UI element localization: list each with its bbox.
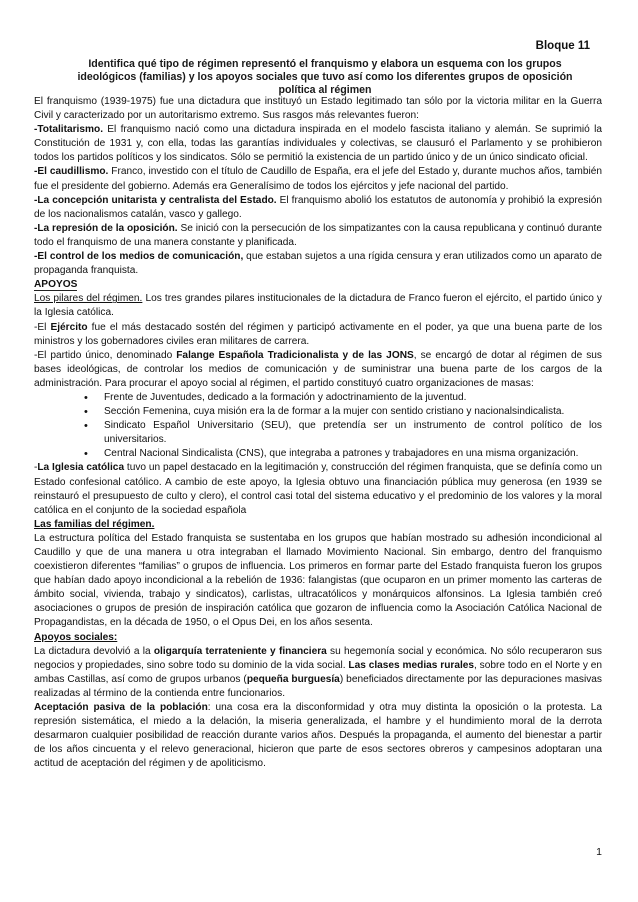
iglesia-prefix: - (34, 462, 38, 474)
partido-heading: Falange Española Tradicionalista y de las JONS (176, 349, 414, 361)
partido-prefix: -El partido único, denominado (34, 349, 177, 361)
aceptacion-heading: Aceptación pasiva de la población (34, 702, 208, 714)
pequena-burguesia-text: pequeña burguesía (246, 673, 340, 685)
text-run: La dictadura devolvió a la (34, 645, 154, 657)
trait-heading: -El control de los medios de comunicación, (34, 251, 244, 263)
pilares-paragraph (34, 292, 602, 320)
pilares-heading: Los pilares del régimen. (34, 293, 143, 305)
document-body (34, 95, 602, 772)
aceptacion-paragraph (34, 701, 602, 771)
familias-paragraph: La estructura política del Estado franquista se sustentaba en los grupos que habían mostrado su adhesión incondicional al Caudillo y que de una manera u otra integraban el llamado Movimiento Nacional. Sin embargo, dentro del franquismo coexistieron diferentes “familias” o grupos de influencia. Los primeros en formar parte del Estado franquista fueron los grupos que habían dado apoyo incondicional a la rebelión de 1936: falangistas (que ocuparon en un primer momento las carteras de ámbito social, vivienda, trabajo y sindicatos), carlistas, ultracatólicos y monárquicos alfonsinos. La Iglesia también creó asociaciones o grupos de presión de inspiración católica que gozaron de influencia como la Asociación Católica Nacional de Propagandistas, en la década de 1950, o el Opus Dei, en los años sesenta. (34, 532, 602, 629)
iglesia-text: tuvo un papel destacado en la legitimación y, construcción del régimen franquista, que se definía como un Estado confesional católico. A cambio de este apoyo, la Iglesia obtuvo una financiación pública muy generosa (en 1939 se reinstauró el presupuesto de culto y clero), el control casi total del sistema educativo y el predominio de los valores y la moral católica en el conjunto de la sociedad española (34, 462, 602, 516)
trait-heading: -La represión de la oposición. (34, 222, 178, 234)
list-item: • Central Nacional Sindicalista (CNS), que integraba a patrones y trabajadores en una misma organización. (84, 447, 602, 461)
trait-represion (34, 222, 602, 250)
organizaciones-list (34, 391, 602, 461)
intro-paragraph: El franquismo (1939-1975) fue una dictadura que instituyó un Estado legitimado tan sólo por la victoria militar en la Guerra Civil y caracterizado por un autoritarismo extremo. Sus rasgos más relevantes fueron: (34, 96, 602, 122)
trait-heading: -El caudillismo. (34, 166, 109, 178)
sociales-heading-text: Apoyos sociales: (34, 631, 118, 643)
ejercito-heading: Ejército (50, 321, 88, 333)
page-title: Identifica qué tipo de régimen representó el franquismo y elabora un esquema con los grupos ideológicos (familias) y los apoyos sociales que tuvo así como los diferentes grupos de oposición política al régimen (77, 58, 573, 96)
text-run: su hegemonía social y económica. No sólo recuperaron sus negocios y propiedades, sino sobre todo su dominio de la vida social. (34, 645, 602, 671)
bloque-label: Bloque 11 (535, 40, 590, 52)
ejercito-text: fue el más destacado sostén del régimen y participó activamente en el poder, ya que una buena parte de los ministros y los gobernadores civiles eran militares de carrera. (34, 321, 603, 347)
clases-medias-text: Las clases medias rurales (348, 659, 475, 671)
familias-heading (34, 518, 602, 532)
trait-text: El franquismo nació como una dictadura inspirada en el modelo fascista italiano y alemán. Se suprimió la Constitución de 1931 y, con ella, todas las garantías individuales y colectivas, se clausuró el Parlamento y se prohibieron todos los partidos políticos y los sindicatos. Sólo se permitió la existencia de un partido único y de un único sindicato oficial. (34, 124, 602, 164)
pilares-text: Los tres grandes pilares institucionales de la dictadura de Franco fueron el ejército, el partido único y la Iglesia católica. (34, 293, 602, 319)
familias-heading-text: Las familias del régimen. (34, 518, 155, 530)
iglesia-heading: La Iglesia católica (37, 462, 125, 474)
apoyos-heading-text: APOYOS (34, 279, 78, 291)
trait-heading: -Totalitarismo. (34, 124, 104, 136)
iglesia-paragraph (34, 461, 602, 517)
trait-caudillismo (34, 165, 602, 193)
trait-text: Se inició con la persecución de los simpatizantes con la causa republicana y continuó durante todo el franquismo de una manera constante y planificada. (34, 222, 602, 248)
trait-text: Franco, investido con el título de Caudillo de España, era el jefe del Estado y, durante muchos años, también fue el presidente del gobierno. Además era Generalísimo de todos los ejércitos y jefe nacional del partido. (34, 166, 602, 192)
page-number: 1 (596, 846, 602, 858)
sociales-heading (34, 631, 602, 645)
trait-text: El franquismo abolió los estatutos de autonomía y prohibió la expresión de los nacionalismos catalán, vasco y gallego. (34, 194, 602, 220)
text-run: , sobre todo en el Norte y en ambas Castillas, así como de grupos urbanos ( (34, 659, 602, 685)
trait-text: que estaban sujetos a una rígida censura y eran utilizados como un aparato de propaganda franquista. (34, 251, 602, 277)
trait-medios (34, 250, 602, 278)
text-run: ) beneficiados directamente por las depuraciones masivas realizadas al término de la contienda entre funcionarios. (34, 673, 602, 699)
partido-paragraph (34, 349, 602, 391)
ejercito-prefix: -El (34, 321, 51, 333)
partido-text: , se encargó de dotar al régimen de sus bases ideológicas, de controlar los medios de comunicación y de suministrar una buena parte de los cargos de la administración. Para procurar el apoyo social al régimen, el partido constituyó cuatro organizaciones de masas: (34, 349, 602, 389)
aceptacion-text: : una cosa era la disconformidad y otra muy distinta la oposición o la protesta. La represión sistemática, el miedo a la delación, la miseria generalizada, el hambre y el hundimiento moral de la derrota desarmaron cualquier posibilidad de reacción durante varios años. Después la propaganda, el aumento del bienestar a partir de los años cincuenta y el relevo generacional, hicieron que parte de esos sectores obreros y campesinos adoptaran una actitud de aceptación del régimen y de apoliticismo. (34, 702, 603, 770)
list-item: • Sección Femenina, cuya misión era la de formar a la mujer con sentido cristiano y nacionalsindicalista. (84, 405, 602, 419)
trait-unitarista (34, 194, 602, 222)
list-item: • Frente de Juventudes, dedicado a la formación y adoctrinamiento de la juventud. (84, 391, 602, 405)
apoyos-heading (34, 278, 602, 292)
oligarquia-text: oligarquía terrateniente y financiera (153, 645, 327, 657)
sociales-paragraph (34, 645, 602, 701)
list-item: • Sindicato Español Universitario (SEU), que pretendía ser un instrumento de control político de los universitarios. (84, 419, 602, 447)
trait-heading: -La concepción unitarista y centralista del Estado. (34, 194, 277, 206)
ejercito-paragraph (34, 321, 602, 349)
trait-totalitarismo (34, 123, 602, 165)
